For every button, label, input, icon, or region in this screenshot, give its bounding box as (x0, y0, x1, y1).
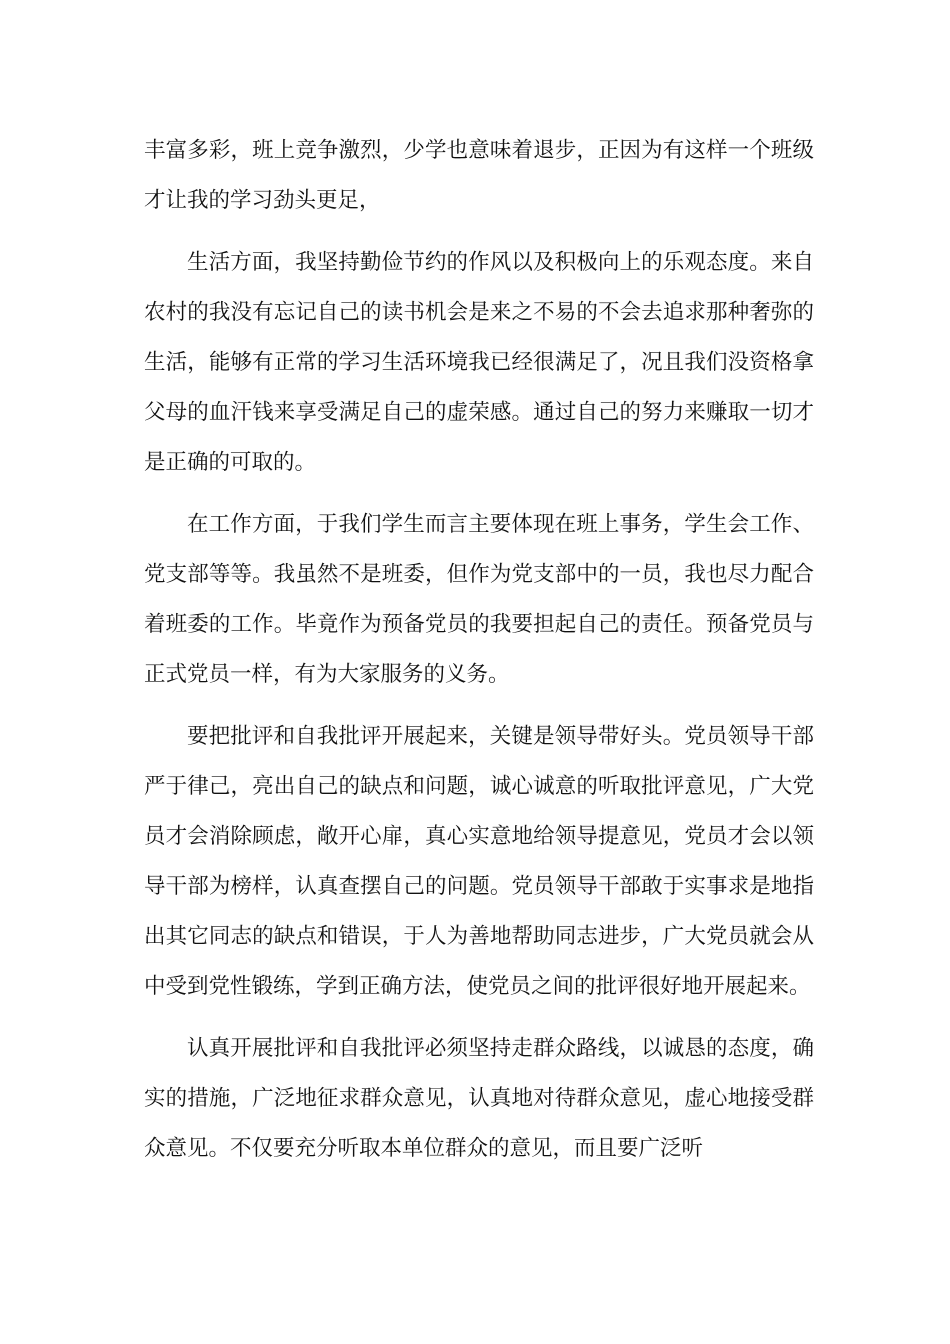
paragraph-3: 在工作方面，于我们学生而言主要体现在班上事务，学生会工作、党支部等等。我虽然不是班委，但作为党支部中的一员，我也尽力配合着班委的工作。毕竟作为预备党员的我要担起自己的责任。预备党员与正式党员一样，有为大家服务的义务。 (144, 512, 814, 687)
paragraph-4: 要把批评和自我批评开展起来，关键是领导带好头。党员领导干部严于律己，亮出自己的缺点和问题，诚心诚意的听取批评意见，广大党员才会消除顾虑，敞开心扉，真心实意地给领导提意见，党员才会以领导干部为榜样，认真查摆自己的问题。党员领导干部敢于实事求是地指出其它同志的缺点和错误，于人为善地帮助同志进步，广大党员就会从中受到党性锻练，学到正确方法，使党员之间的批评很好地开展起来。 (144, 724, 814, 999)
paragraph-1: 丰富多彩，班上竞争激烈，少学也意味着退步，正因为有这样一个班级才让我的学习劲头更足， (144, 138, 814, 213)
paragraph-2: 生活方面，我坚持勤俭节约的作风以及积极向上的乐观态度。来自农村的我没有忘记自己的读书机会是来之不易的不会去追求那种奢弥的生活，能够有正常的学习生活环境我已经很满足了，况且我们没资格拿父母的血汗钱来享受满足自己的虚荣感。通过自己的努力来赚取一切才是正确的可取的。 (144, 250, 814, 475)
paragraph-5: 认真开展批评和自我批评必须坚持走群众路线，以诚恳的态度，确实的措施，广泛地征求群众意见，认真地对待群众意见，虚心地接受群众意见。不仅要充分听取本单位群众的意见，而且要广泛听 (144, 1036, 814, 1161)
document-body (144, 126, 814, 1186)
